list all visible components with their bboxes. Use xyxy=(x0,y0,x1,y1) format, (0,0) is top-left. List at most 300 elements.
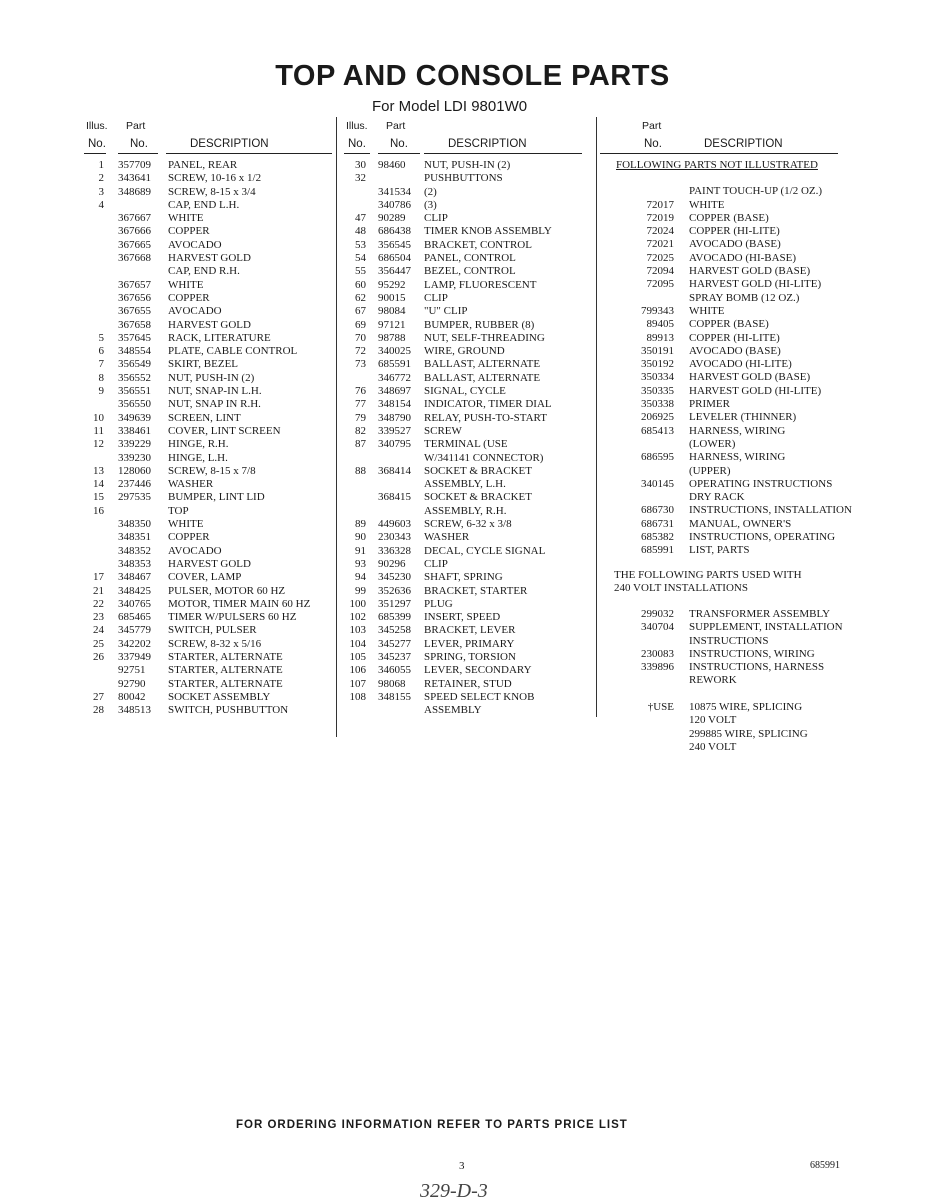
part-description: SPEED SELECT KNOB xyxy=(424,690,535,703)
section-heading-not-illustrated: FOLLOWING PARTS NOT ILLUSTRATED xyxy=(616,159,818,171)
part-description: BEZEL, CONTROL xyxy=(424,265,516,278)
part-number: 95292 xyxy=(378,278,406,291)
illus-number: 21 xyxy=(93,584,104,597)
part-number: 89913 xyxy=(646,331,674,344)
part-number: 345779 xyxy=(118,624,151,637)
illus-label: Illus. xyxy=(86,120,108,132)
part-number: †USE xyxy=(647,701,674,713)
part-description: "U" CLIP xyxy=(424,305,468,318)
part-number: 367667 xyxy=(118,212,151,225)
part-number: 345230 xyxy=(378,571,411,584)
part-description: WHITE xyxy=(168,518,204,531)
illus-number: 69 xyxy=(355,318,366,331)
part-number: 350338 xyxy=(641,398,674,411)
part-description: WHITE xyxy=(168,278,204,291)
parts-column-2 xyxy=(340,120,590,717)
illus-number: 87 xyxy=(355,438,366,451)
part-description: SCREW xyxy=(424,424,462,437)
part-description: COPPER xyxy=(168,225,210,238)
illus-number: 106 xyxy=(349,664,366,677)
part-number: 356552 xyxy=(118,371,151,384)
part-description: INSTRUCTIONS, WIRING xyxy=(689,647,815,660)
part-description: COPPER (HI-LITE) xyxy=(689,225,780,238)
part-number: 72024 xyxy=(646,225,674,238)
part-description: AVOCADO xyxy=(168,544,222,557)
illus-number: 9 xyxy=(98,385,104,398)
part-description: AVOCADO (HI-LITE) xyxy=(689,358,792,371)
illus-number: 67 xyxy=(355,305,366,318)
part-description: BRACKET, LEVER xyxy=(424,624,516,637)
part-description: INSERT, SPEED xyxy=(424,611,501,624)
part-number: 336328 xyxy=(378,544,411,557)
illus-number: 79 xyxy=(355,411,366,424)
part-number: 350191 xyxy=(641,344,674,357)
part-number: 98460 xyxy=(378,159,406,171)
part-number: 799343 xyxy=(641,304,674,317)
part-description: NUT, PUSH-IN (2) xyxy=(424,159,511,171)
illus-number: 108 xyxy=(349,690,366,703)
part-description: SUPPLEMENT, INSTALLATION xyxy=(689,621,843,634)
part-description: HARVEST GOLD xyxy=(168,318,251,331)
part-number: 98788 xyxy=(378,331,406,344)
part-description: BRACKET, STARTER xyxy=(424,584,528,597)
part-number: 348350 xyxy=(118,518,151,531)
part-description: HARNESS, WIRING xyxy=(689,424,786,437)
part-number: 90289 xyxy=(378,212,406,225)
part-description: HARVEST GOLD (HI-LITE) xyxy=(689,278,822,291)
part-description: (3) xyxy=(424,198,437,211)
part-description: TIMER KNOB ASSEMBLY xyxy=(424,225,552,238)
part-label: Part xyxy=(386,120,406,132)
part-description: INSTRUCTIONS, OPERATING xyxy=(689,531,836,544)
part-number: 685465 xyxy=(118,611,151,624)
part-description: CLIP xyxy=(424,557,448,570)
part-number: 348513 xyxy=(118,704,151,717)
part-number: 348790 xyxy=(378,411,411,424)
illus-number: 102 xyxy=(349,611,366,624)
part-description: HARNESS, WIRING xyxy=(689,451,786,464)
part-description: AVOCADO (BASE) xyxy=(689,344,781,357)
part-number: 367658 xyxy=(118,318,151,331)
part-description: COVER, LINT SCREEN xyxy=(168,424,281,437)
part-number: 72019 xyxy=(646,211,674,224)
part-number: 340025 xyxy=(378,345,411,358)
part-number: 685382 xyxy=(641,531,674,544)
part-description: AVOCADO xyxy=(168,238,222,251)
part-number: 343641 xyxy=(118,172,151,185)
part-number: 350335 xyxy=(641,384,674,397)
part-number: 230083 xyxy=(641,647,674,660)
part-description: CAP, END L.H. xyxy=(168,198,240,211)
part-description: SPRING, TORSION xyxy=(424,650,516,663)
part-description: NUT, SNAP-IN L.H. xyxy=(168,385,262,398)
description-label: DESCRIPTION xyxy=(190,138,269,150)
illus-number: 72 xyxy=(355,345,366,358)
illus-number: 3 xyxy=(98,185,104,198)
description-label: DESCRIPTION xyxy=(448,138,527,150)
part-number: 90296 xyxy=(378,557,406,570)
part-description: STARTER, ALTERNATE xyxy=(168,650,283,663)
part-number: 368415 xyxy=(378,491,411,504)
illus-number: 53 xyxy=(355,238,366,251)
part-number: 97121 xyxy=(378,318,406,331)
illus-no-label: No. xyxy=(88,138,106,150)
column-header xyxy=(80,120,330,152)
part-number: 348353 xyxy=(118,557,151,570)
part-description: BUMPER, RUBBER (8) xyxy=(424,318,535,331)
part-number: 72094 xyxy=(646,265,674,278)
part-description: DRY RACK xyxy=(689,491,745,504)
part-description: SHAFT, SPRING xyxy=(424,571,503,584)
parts-column-1 xyxy=(80,120,330,717)
part-description: SOCKET & BRACKET xyxy=(424,491,532,504)
part-number: 345258 xyxy=(378,624,411,637)
part-number: 367655 xyxy=(118,305,151,318)
part-description: SWITCH, PUSHBUTTON xyxy=(168,704,289,717)
part-number: 346055 xyxy=(378,664,411,677)
part-description: NUT, PUSH-IN (2) xyxy=(168,371,255,384)
part-number: 206925 xyxy=(641,411,674,424)
illus-number: 73 xyxy=(355,358,366,371)
part-number: 356550 xyxy=(118,398,151,411)
part-description: (LOWER) xyxy=(689,437,736,450)
illus-number: 55 xyxy=(355,265,366,278)
part-number: 92790 xyxy=(118,677,146,690)
part-description: BALLAST, ALTERNATE xyxy=(424,358,541,371)
part-description: INDICATOR, TIMER DIAL xyxy=(424,398,552,411)
part-number: 339896 xyxy=(641,661,674,674)
part-description: INSTRUCTIONS, HARNESS xyxy=(689,661,825,674)
part-description: SIGNAL, CYCLE xyxy=(424,385,506,398)
part-description: HARVEST GOLD (HI-LITE) xyxy=(689,384,822,397)
illus-number: 12 xyxy=(93,438,104,451)
part-number: 340786 xyxy=(378,198,411,211)
illus-number: 107 xyxy=(349,677,366,690)
part-number: 367666 xyxy=(118,225,151,238)
illus-number: 105 xyxy=(349,650,366,663)
part-description: MANUAL, OWNER'S xyxy=(689,517,792,530)
illus-number: 91 xyxy=(355,544,366,557)
illus-number: 11 xyxy=(93,424,104,437)
part-description: CAP, END R.H. xyxy=(168,265,240,278)
part-description: SCREW, 6-32 x 3/8 xyxy=(424,518,512,531)
illus-number: 60 xyxy=(355,278,366,291)
illus-number: 93 xyxy=(355,557,366,570)
part-number: 352636 xyxy=(378,584,411,597)
part-description: BRACKET, CONTROL xyxy=(424,238,532,251)
part-number: 72025 xyxy=(646,251,674,264)
part-description: ASSEMBLY, L.H. xyxy=(424,478,506,491)
illus-number: 62 xyxy=(355,291,366,304)
part-number: 686730 xyxy=(641,504,674,517)
part-label: Part xyxy=(126,120,146,132)
ordering-footer: FOR ORDERING INFORMATION REFER TO PARTS PRICE LIST xyxy=(236,1119,628,1131)
part-number: 340795 xyxy=(378,438,411,451)
part-description: LEVER, PRIMARY xyxy=(424,637,515,650)
page-number: 3 xyxy=(459,1160,465,1172)
part-number: 342202 xyxy=(118,637,151,650)
illus-number: 99 xyxy=(355,584,366,597)
part-description: (2) xyxy=(424,185,437,198)
part-number: 348697 xyxy=(378,385,411,398)
part-number: 348155 xyxy=(378,690,411,703)
part-description: SOCKET & BRACKET xyxy=(424,464,532,477)
illus-number: 32 xyxy=(355,172,366,185)
part-description: COPPER (BASE) xyxy=(689,318,769,331)
part-number: 356447 xyxy=(378,265,411,278)
part-number: 349639 xyxy=(118,411,151,424)
part-description: COPPER (HI-LITE) xyxy=(689,331,780,344)
part-number: 348154 xyxy=(378,398,411,411)
part-number: 686504 xyxy=(378,252,411,265)
part-number: 350192 xyxy=(641,358,674,371)
part-number: 348554 xyxy=(118,345,151,358)
section-heading-240v-line1: THE FOLLOWING PARTS USED WITH xyxy=(614,569,802,581)
part-number: 357709 xyxy=(118,159,151,171)
part-number: 341534 xyxy=(378,185,411,198)
part-number: 230343 xyxy=(378,531,411,544)
part-description: STARTER, ALTERNATE xyxy=(168,677,283,690)
part-description: STARTER, ALTERNATE xyxy=(168,664,283,677)
part-number: 449603 xyxy=(378,518,411,531)
illus-number: 47 xyxy=(355,212,366,225)
part-number: 367656 xyxy=(118,291,151,304)
part-number: 356545 xyxy=(378,238,411,251)
illus-number: 5 xyxy=(98,331,104,344)
part-description: BALLAST, ALTERNATE xyxy=(424,371,541,384)
part-number: 345277 xyxy=(378,637,411,650)
illus-number: 76 xyxy=(355,385,366,398)
illus-number: 8 xyxy=(98,371,104,384)
part-description: CLIP xyxy=(424,291,448,304)
part-number: 128060 xyxy=(118,464,151,477)
part-number: 685399 xyxy=(378,611,411,624)
part-description: SKIRT, BEZEL xyxy=(168,358,239,371)
illus-number: 94 xyxy=(355,571,366,584)
part-description: TRANSFORMER ASSEMBLY xyxy=(689,608,831,620)
part-description: COPPER xyxy=(168,291,210,304)
part-number: 337949 xyxy=(118,650,151,663)
illus-number: 54 xyxy=(355,252,366,265)
part-number: 348352 xyxy=(118,544,151,557)
part-description: SWITCH, PULSER xyxy=(168,624,257,637)
illus-number: 30 xyxy=(355,159,366,171)
part-description: HINGE, L.H. xyxy=(168,451,228,464)
part-description: PANEL, REAR xyxy=(168,159,238,171)
part-label: Part xyxy=(642,120,662,132)
part-number: 339527 xyxy=(378,424,411,437)
part-description: ASSEMBLY, R.H. xyxy=(424,504,507,517)
part-number: 356549 xyxy=(118,358,151,371)
part-description: LIST, PARTS xyxy=(689,544,750,557)
section-heading-240v-line2: 240 VOLT INSTALLATIONS xyxy=(614,582,748,594)
part-number: 346772 xyxy=(378,371,411,384)
part-number: 90015 xyxy=(378,291,406,304)
illus-number: 6 xyxy=(98,345,104,358)
illus-number: 103 xyxy=(349,624,366,637)
part-no-label: No. xyxy=(644,138,662,150)
part-description: (UPPER) xyxy=(689,464,731,477)
part-number: 98084 xyxy=(378,305,406,318)
part-number: 340765 xyxy=(118,597,151,610)
illus-no-label: No. xyxy=(348,138,366,150)
illus-number: 22 xyxy=(93,597,104,610)
part-description: ASSEMBLY xyxy=(424,704,482,717)
illus-number: 70 xyxy=(355,331,366,344)
part-number: 72021 xyxy=(646,238,674,251)
part-description: PLUG xyxy=(424,597,453,610)
part-number: 340704 xyxy=(641,621,674,634)
part-number: 367657 xyxy=(118,278,151,291)
part-description: PRIMER xyxy=(689,398,730,411)
part-description: AVOCADO (BASE) xyxy=(689,238,781,251)
part-number: 350334 xyxy=(641,371,674,384)
part-description: WIRE, GROUND xyxy=(424,345,505,358)
part-number: 351297 xyxy=(378,597,411,610)
part-number: 297535 xyxy=(118,491,151,504)
illus-number: 89 xyxy=(355,518,366,531)
part-description: BUMPER, LINT LID xyxy=(168,491,265,504)
part-number: 686731 xyxy=(641,517,674,530)
part-number: 367665 xyxy=(118,238,151,251)
illus-number: 16 xyxy=(93,504,104,517)
part-number: 98068 xyxy=(378,677,406,690)
part-number: 368414 xyxy=(378,464,411,477)
part-description: WASHER xyxy=(424,531,470,544)
part-description: WHITE xyxy=(689,304,725,317)
illus-number: 88 xyxy=(355,464,366,477)
part-description: 240 VOLT xyxy=(689,740,737,753)
part-description: PUSHBUTTONS xyxy=(424,172,503,185)
illus-number: 2 xyxy=(98,172,104,185)
part-number: 72017 xyxy=(646,198,674,211)
illus-number: 14 xyxy=(93,478,104,491)
part-description: REWORK xyxy=(689,674,737,687)
part-description: PLATE, CABLE CONTROL xyxy=(168,345,298,358)
page-title: TOP AND CONSOLE PARTS xyxy=(275,60,670,92)
part-description: RETAINER, STUD xyxy=(424,677,512,690)
part-description: SOCKET ASSEMBLY xyxy=(168,690,271,703)
illus-number: 26 xyxy=(93,650,104,663)
part-description: COVER, LAMP xyxy=(168,571,242,584)
illus-number: 104 xyxy=(349,637,366,650)
illus-number: 82 xyxy=(355,424,366,437)
part-number: 348425 xyxy=(118,584,151,597)
part-number: 357645 xyxy=(118,331,151,344)
description-label: DESCRIPTION xyxy=(704,138,783,150)
part-description: PULSER, MOTOR 60 HZ xyxy=(168,584,286,597)
column-header xyxy=(340,120,590,152)
document-number: 685991 xyxy=(810,1160,840,1171)
part-number: 685413 xyxy=(641,424,674,437)
part-description: SCREW, 8-15 x 3/4 xyxy=(168,185,256,198)
part-description: CLIP xyxy=(424,212,448,225)
part-number: 348689 xyxy=(118,185,151,198)
part-number: 685591 xyxy=(378,358,411,371)
part-number: 685991 xyxy=(641,544,674,557)
part-description: RELAY, PUSH-TO-START xyxy=(424,411,547,424)
part-description: HARVEST GOLD (BASE) xyxy=(689,371,811,384)
part-number: 80042 xyxy=(118,690,146,703)
illus-number: 27 xyxy=(93,690,104,703)
part-description: TIMER W/PULSERS 60 HZ xyxy=(168,611,297,624)
illus-number: 4 xyxy=(98,198,104,211)
illus-number: 77 xyxy=(355,398,366,411)
parts-column-3 xyxy=(596,120,866,753)
part-description: HARVEST GOLD xyxy=(168,557,251,570)
part-description: NUT, SELF-THREADING xyxy=(424,331,545,344)
part-description: AVOCADO (HI-BASE) xyxy=(689,251,797,264)
part-number: 356551 xyxy=(118,385,151,398)
part-description: HINGE, R.H. xyxy=(168,438,229,451)
part-description: TOP xyxy=(168,504,189,517)
part-description: COPPER (BASE) xyxy=(689,211,769,224)
illus-number: 100 xyxy=(349,597,366,610)
part-number: 340145 xyxy=(641,477,674,490)
part-description: INSTRUCTIONS, INSTALLATION xyxy=(689,504,852,517)
part-number: 339230 xyxy=(118,451,151,464)
illus-number: 25 xyxy=(93,637,104,650)
part-number: 237446 xyxy=(118,478,151,491)
part-number: 338461 xyxy=(118,424,151,437)
part-description: LEVER, SECONDARY xyxy=(424,664,532,677)
illus-label: Illus. xyxy=(346,120,368,132)
illus-number: 1 xyxy=(98,159,104,171)
part-description: OPERATING INSTRUCTIONS xyxy=(689,477,833,490)
illus-number: 13 xyxy=(93,464,104,477)
part-number: 686595 xyxy=(641,451,674,464)
part-description: INSTRUCTIONS xyxy=(689,634,769,647)
illus-number: 10 xyxy=(93,411,104,424)
column-divider xyxy=(336,117,337,737)
column-header xyxy=(596,120,866,152)
part-description: 10875 WIRE, SPLICING xyxy=(689,701,803,713)
part-number: 299032 xyxy=(641,608,674,620)
part-description: W/341141 CONNECTOR) xyxy=(424,451,544,464)
part-description: TERMINAL (USE xyxy=(424,438,508,451)
part-description: SCREW, 8-32 x 5/16 xyxy=(168,637,262,650)
part-description: LEVELER (THINNER) xyxy=(689,411,797,424)
part-description: PAINT TOUCH-UP (1/2 OZ.) xyxy=(689,185,823,198)
illus-number: 23 xyxy=(93,611,104,624)
part-description: HARVEST GOLD (BASE) xyxy=(689,265,811,278)
part-description: NUT, SNAP IN R.H. xyxy=(168,398,261,411)
part-description: WHITE xyxy=(689,198,725,211)
illus-number: 90 xyxy=(355,531,366,544)
part-description: SCREEN, LINT xyxy=(168,411,241,424)
illus-number: 28 xyxy=(93,704,104,717)
part-number: 89405 xyxy=(646,318,674,331)
model-subtitle: For Model LDI 9801W0 xyxy=(372,98,528,115)
illus-number: 15 xyxy=(93,491,104,504)
part-description: WHITE xyxy=(168,212,204,225)
part-number: 72095 xyxy=(646,278,674,291)
part-no-label: No. xyxy=(130,138,148,150)
part-description: 299885 WIRE, SPLICING xyxy=(689,727,808,740)
part-number: 92751 xyxy=(118,664,146,677)
handwritten-annotation: 329-D-3 xyxy=(420,1180,488,1202)
part-description: SCREW, 8-15 x 7/8 xyxy=(168,464,256,477)
illus-number: 24 xyxy=(93,624,104,637)
part-description: SCREW, 10-16 x 1/2 xyxy=(168,172,262,185)
part-description: RACK, LITERATURE xyxy=(168,331,271,344)
part-description: 120 VOLT xyxy=(689,714,737,727)
part-description: AVOCADO xyxy=(168,305,222,318)
part-description: LAMP, FLUORESCENT xyxy=(424,278,537,291)
part-description: PANEL, CONTROL xyxy=(424,252,516,265)
illus-number: 48 xyxy=(355,225,366,238)
part-number: 348467 xyxy=(118,571,151,584)
